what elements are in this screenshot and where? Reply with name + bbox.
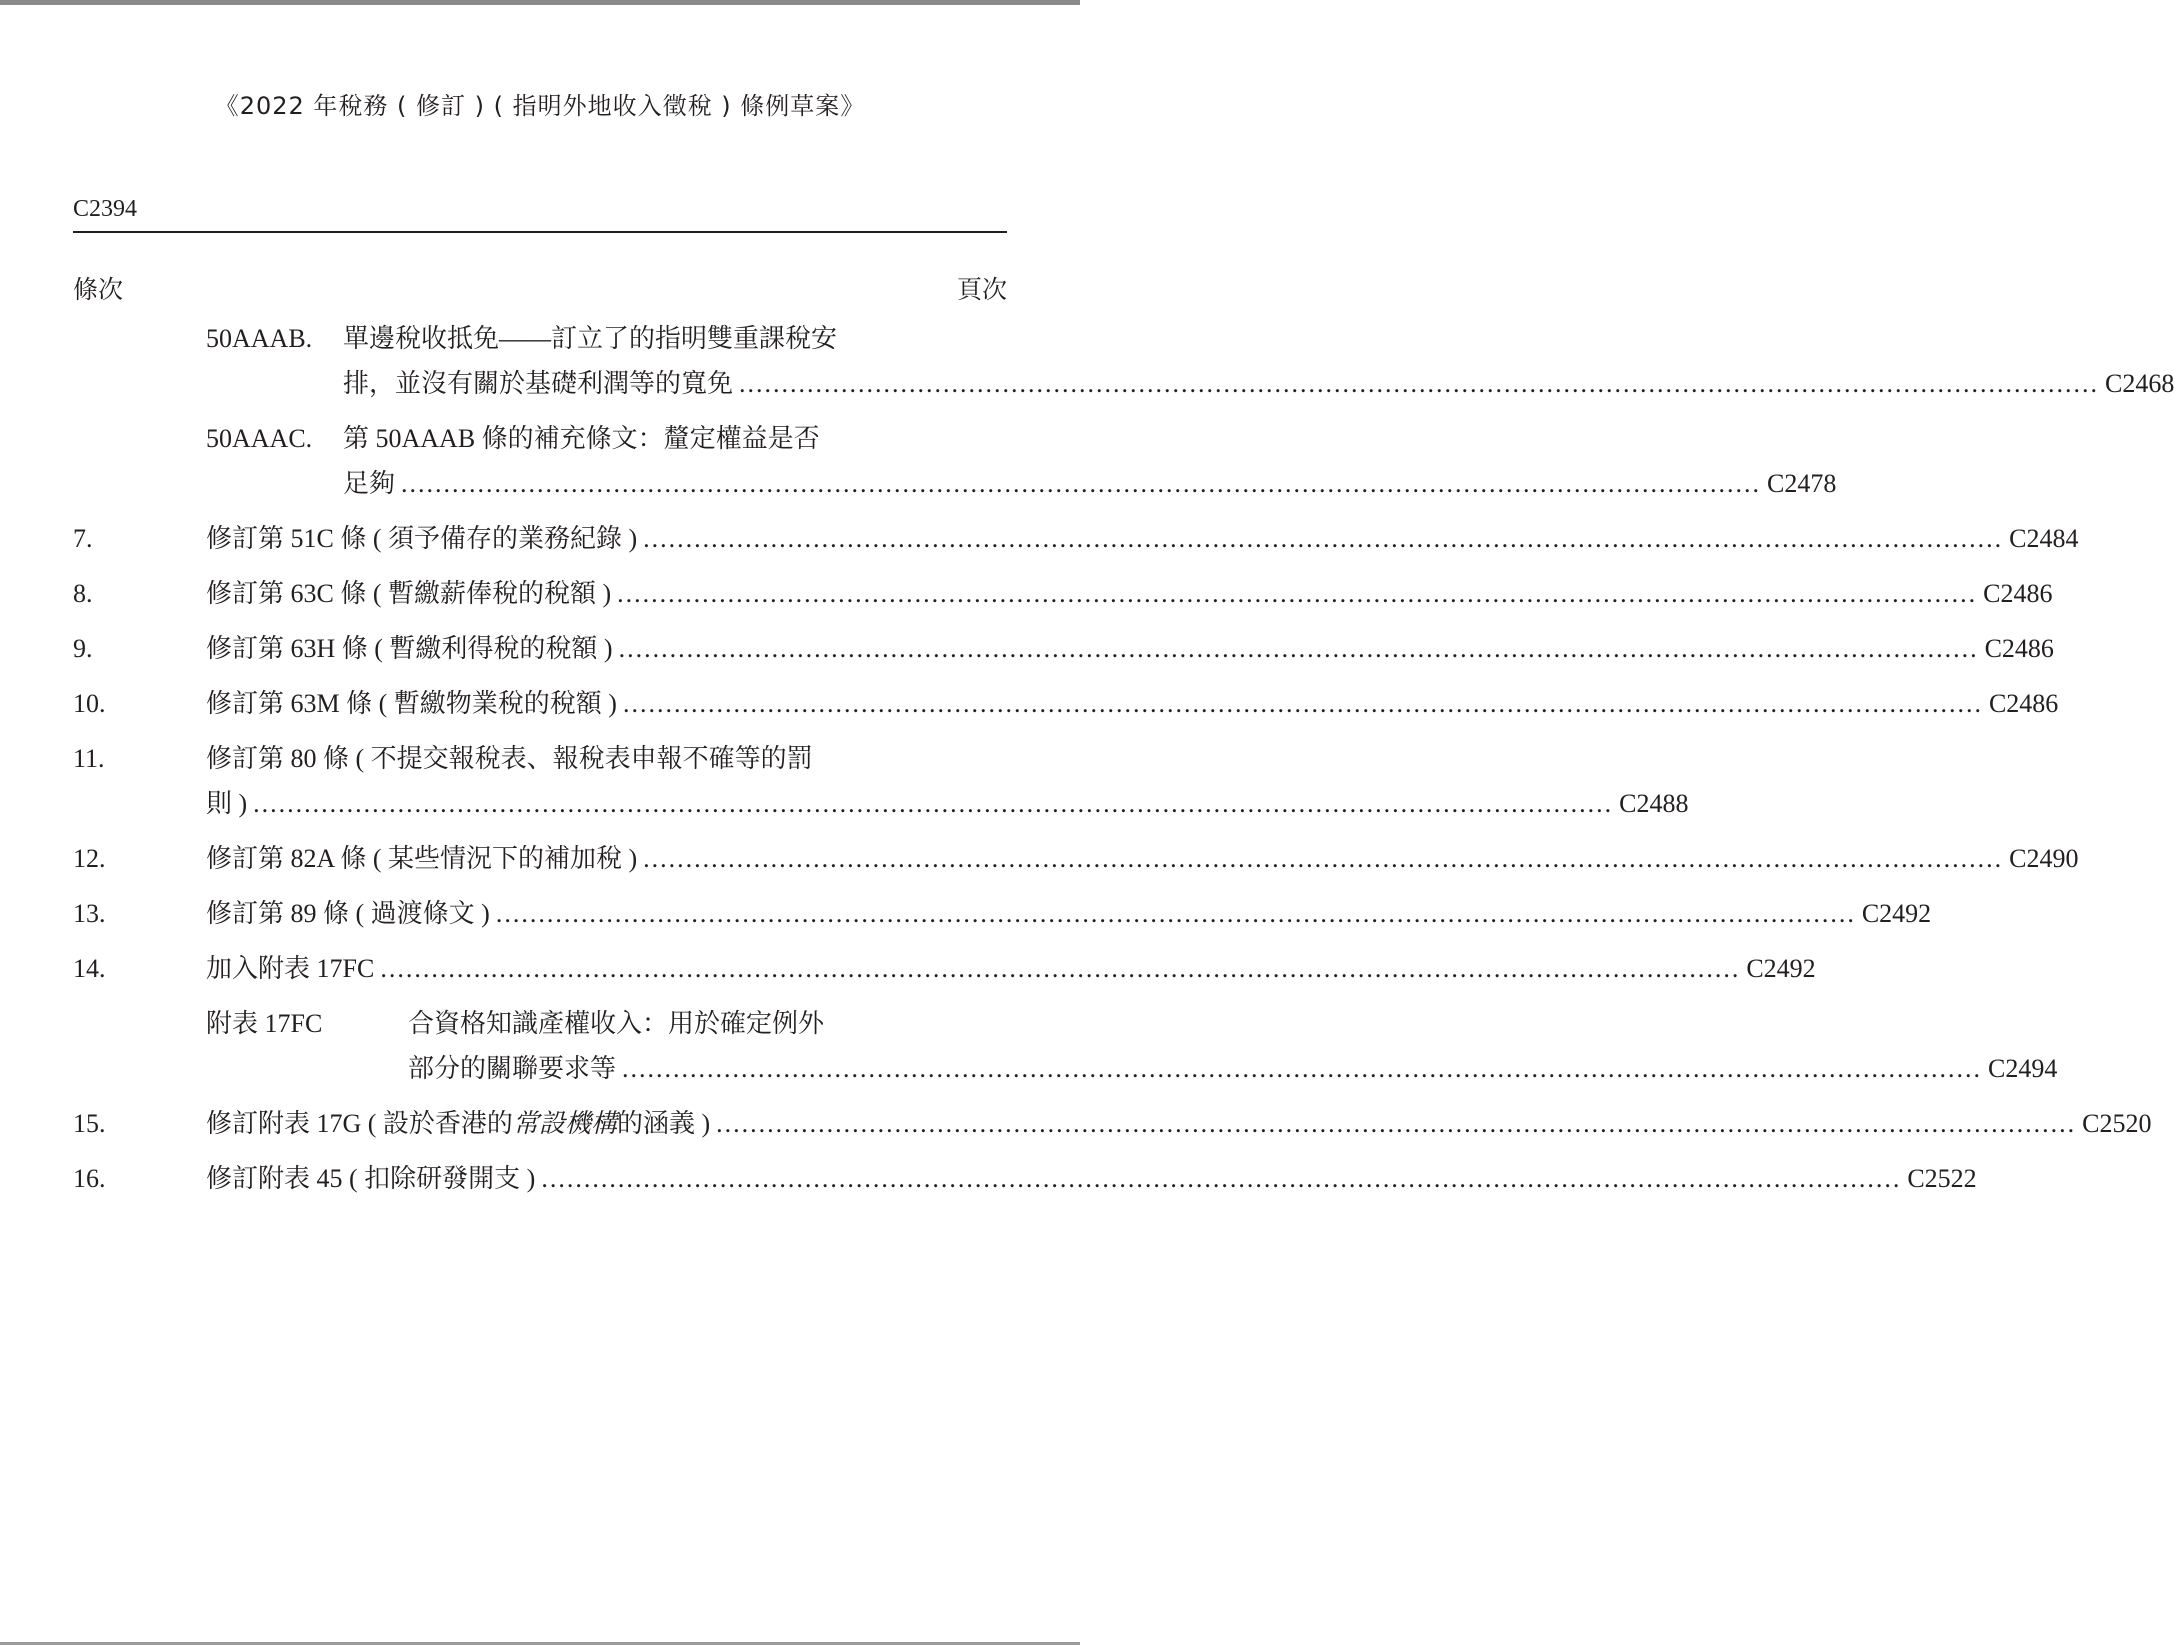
toc-page-ref[interactable]: C2486 <box>1988 689 2059 718</box>
toc-page-ref[interactable]: C2488 <box>1619 789 1689 818</box>
toc-entry <box>73 946 1816 991</box>
page-number: C2394 <box>73 196 138 222</box>
toc-entry-line: 修訂第 89 條 ( 過渡條文 ) ................................................................................................................................................................ C2492 <box>73 891 1007 936</box>
leader-dots: ................................................................................................................................................................ <box>618 634 1979 663</box>
toc-entry <box>73 416 1837 506</box>
toc-page-ref[interactable]: C2486 <box>1984 634 2054 663</box>
header-rule <box>73 231 1007 233</box>
table-of-contents <box>73 316 2174 1211</box>
toc-page-ref[interactable]: C2494 <box>1988 1054 2058 1083</box>
leader-dots: ................................................................................................................................................................ <box>622 1054 1983 1083</box>
toc-section-number: 11. <box>73 744 105 773</box>
top-border <box>0 0 1080 5</box>
toc-entry <box>73 626 2054 671</box>
leader-dots: ................................................................................................................................................................ <box>495 899 1856 928</box>
toc-entry-line: 足夠 ................................................................................................................................................................ C2478 <box>73 461 1007 506</box>
toc-page-ref[interactable]: C2486 <box>1983 579 2053 608</box>
toc-entry-line: 修訂第 63M 條 ( 暫繳物業稅的稅額 ) ................................................................................................................................................................ C2486 <box>73 681 1007 726</box>
toc-section-number: 13. <box>73 899 106 928</box>
leader-dots: ................................................................................................................................................................ <box>541 1164 1902 1193</box>
toc-section-code: 50AAAC. <box>206 424 313 453</box>
leader-dots: ................................................................................................................................................................ <box>401 469 1762 498</box>
leader-dots: ................................................................................................................................................................ <box>617 579 1978 608</box>
toc-page-ref[interactable]: C2484 <box>2009 524 2079 553</box>
toc-entry <box>73 571 2053 616</box>
toc-section-number: 12. <box>73 844 106 873</box>
toc-entry <box>73 681 2059 726</box>
toc-entry-line: 加入附表 17FC ................................................................................................................................................................ C2492 <box>73 946 1007 991</box>
leader-dots: ................................................................................................................................................................ <box>622 689 1983 718</box>
toc-page-ref[interactable]: C2522 <box>1907 1164 1977 1193</box>
toc-section-number: 16. <box>73 1164 106 1193</box>
toc-entry-line: 部分的關聯要求等 ................................................................................................................................................................ C2494 <box>73 1046 1007 1091</box>
toc-entry-line: 修訂第 51C 條 ( 須予備存的業務紀錄 ) ................................................................................................................................................................ C2484 <box>73 516 1007 561</box>
leader-dots: ................................................................................................................................................................ <box>643 524 2004 553</box>
toc-section-code: 50AAAB. <box>206 324 313 353</box>
toc-section-number: 14. <box>73 954 106 983</box>
toc-entry-line: 修訂附表 17G ( 設於香港的常設機構的涵義 ) ................................................................................................................................................................ C2520 <box>73 1101 1007 1146</box>
toc-page-ref[interactable]: C2492 <box>1861 899 1932 928</box>
toc-entry-line: 修訂附表 45 ( 扣除研發開支 ) ................................................................................................................................................................ C2522 <box>73 1156 1007 1201</box>
toc-entry-line: 第 50AAAB 條的補充條文：釐定權益是否 <box>343 424 820 453</box>
toc-page-ref[interactable]: C2468 <box>2105 369 2174 398</box>
toc-entry <box>73 516 2079 561</box>
toc-entry-line: 修訂第 63C 條 ( 暫繳薪俸稅的稅額 ) ................................................................................................................................................................ C2486 <box>73 571 1007 616</box>
toc-entry-line: 修訂第 82A 條 ( 某些情況下的補加稅 ) ................................................................................................................................................................ C2490 <box>73 836 1007 881</box>
toc-page-ref[interactable]: C2520 <box>2082 1109 2152 1138</box>
leader-dots: ................................................................................................................................................................ <box>380 954 1741 983</box>
document-title: 《2022 年稅務 ( 修訂 ) ( 指明外地收入徵稅 ) 條例草案》 <box>214 92 866 120</box>
toc-entry <box>73 836 2079 881</box>
toc-entry-line: 單邊稅收抵免——訂立了的指明雙重課稅安 <box>343 324 838 353</box>
toc-entry-line: 合資格知識產權收入：用於確定例外 <box>408 1009 825 1038</box>
toc-schedule-code: 附表 17FC <box>206 1009 323 1038</box>
toc-page-ref[interactable]: C2492 <box>1746 954 1816 983</box>
column-heading-page: 頁次 <box>956 277 1007 304</box>
toc-entry <box>73 736 1689 826</box>
toc-page-ref[interactable]: C2478 <box>1767 469 1837 498</box>
toc-section-number: 9. <box>73 634 93 663</box>
toc-entry-line: 則 ) ................................................................................................................................................................ C2488 <box>73 781 1007 826</box>
leader-dots: ................................................................................................................................................................ <box>253 789 1614 818</box>
toc-section-number: 10. <box>73 689 106 718</box>
toc-page-ref[interactable]: C2490 <box>2009 844 2079 873</box>
toc-section-number: 8. <box>73 579 93 608</box>
leader-dots: ................................................................................................................................................................ <box>643 844 2004 873</box>
leader-dots: ................................................................................................................................................................ <box>739 369 2100 398</box>
toc-section-number: 7. <box>73 524 93 553</box>
column-heading-section: 條次 <box>73 277 124 304</box>
toc-entry <box>73 891 1932 936</box>
toc-entry <box>73 1156 1977 1201</box>
toc-entry-line: 排，並沒有關於基礎利潤等的寬免 ................................................................................................................................................................ C2468 <box>73 361 1007 406</box>
toc-entry <box>73 1001 2058 1091</box>
toc-entry <box>73 1101 2152 1146</box>
leader-dots: ................................................................................................................................................................ <box>716 1109 2077 1138</box>
toc-entry <box>73 316 2174 406</box>
toc-entry-line: 修訂第 63H 條 ( 暫繳利得稅的稅額 ) ................................................................................................................................................................ C2486 <box>73 626 1007 671</box>
toc-entry-line: 修訂第 80 條 ( 不提交報稅表、報稅表申報不確等的罰 <box>206 744 813 773</box>
toc-section-number: 15. <box>73 1109 106 1138</box>
